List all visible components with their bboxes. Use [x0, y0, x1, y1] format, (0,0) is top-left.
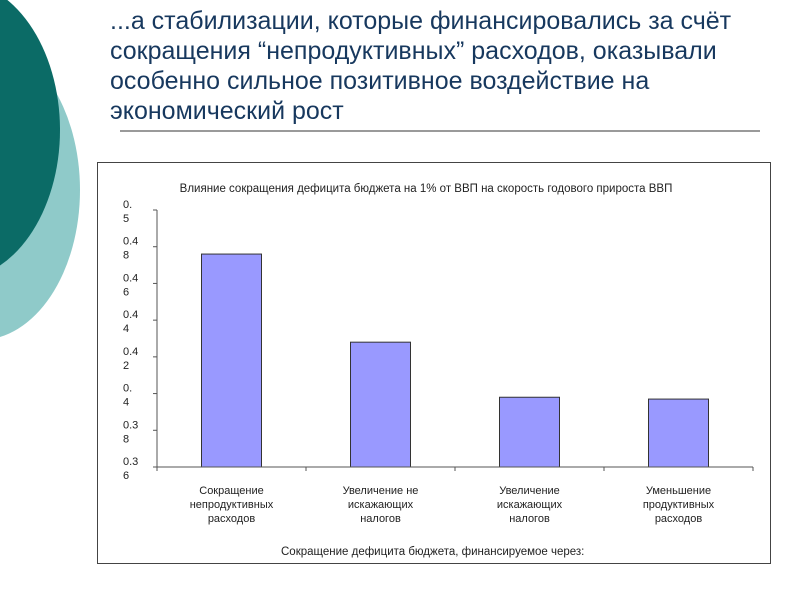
y-tick-label: 0.4 2: [123, 345, 139, 372]
slide-title: ...а стабилизации, которые финансировались за счёт сокращения “непродуктивных” расходов, оказывали особенно сильное позитивное воздействие на экономический рост: [110, 7, 732, 125]
bar: [202, 254, 262, 467]
bar: [649, 399, 709, 467]
x-category-label: Уменьшение продуктивных расходов: [642, 485, 715, 525]
x-category-label: Увеличение искажающих налогов: [496, 485, 563, 525]
chart-frame: [97, 162, 771, 564]
x-category-label: Увеличение не искажающих налогов: [342, 485, 419, 525]
bar: [500, 397, 560, 467]
x-category-label: Сокращение непродуктивных расходов: [189, 485, 274, 525]
y-tick-label: 0.4 4: [123, 309, 139, 336]
title-divider: [120, 130, 760, 132]
x-axis: [157, 467, 753, 525]
y-axis: [123, 199, 157, 482]
y-tick-label: 0.4 8: [123, 235, 139, 262]
bar: [351, 342, 411, 467]
bar-chart: [98, 163, 770, 563]
bars: [202, 254, 709, 467]
x-axis-title: Сокращение дефицита бюджета, финансируемое через:: [281, 546, 585, 558]
y-tick-label: 0.3 8: [123, 419, 139, 446]
y-tick-label: 0. 4: [123, 382, 133, 409]
y-tick-label: 0. 5: [123, 199, 133, 225]
y-tick-label: 0.3 6: [123, 456, 139, 482]
chart-title: Влияние сокращения дефицита бюджета на 1% от ВВП на скорость годового прироста ВВП: [179, 183, 673, 195]
y-tick-label: 0.4 6: [123, 272, 139, 299]
